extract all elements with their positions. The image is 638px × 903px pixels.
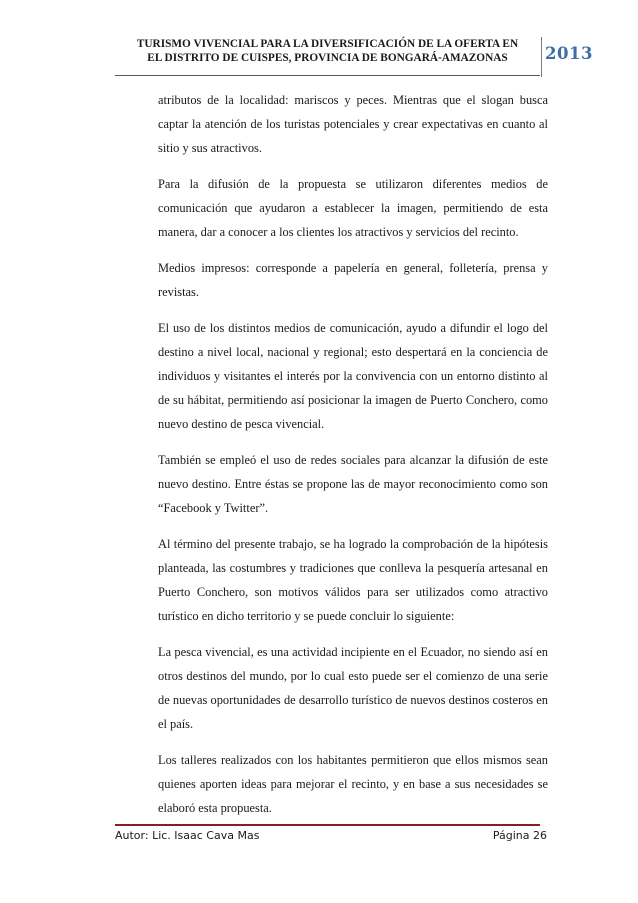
paragraph: atributos de la localidad: mariscos y peces. Mientras que el slogan busca captar la atención de los turistas potenciales y crear expectativas en cuanto al sitio y sus atractivos.: [158, 93, 548, 155]
header-title-line-1: TURISMO VIVENCIAL PARA LA DIVERSIFICACIÓN DE LA OFERTA EN: [136, 38, 519, 50]
body-text: [158, 89, 548, 834]
header-rule: [115, 75, 540, 76]
paragraph: Los talleres realizados con los habitantes permitieron que ellos mismos sean quienes aporten ideas para mejorar el recinto, y en base a sus necesidades se elaboró esta propuesta.: [158, 753, 548, 816]
paragraph: La pesca vivencial, es una actividad incipiente en el Ecuador, no siendo así en otros destinos del mundo, por lo cual esto puede ser el comienzo de una serie de nuevas oportunidades de desarrollo turístico de nuevos destinos costeros en el país.: [158, 645, 548, 732]
header-year: 2013: [545, 44, 593, 63]
paragraph: Para la difusión de la propuesta se utilizaron diferentes medios de comunicación que ayudaron a establecer la imagen, permitiendo de esta manera, dar a conocer a los clientes los atractivos y servicios del recinto.: [158, 177, 548, 239]
running-header: [115, 37, 540, 65]
footer-rule: [115, 824, 540, 826]
footer-page-number: Página 26: [492, 829, 547, 842]
paragraph: También se empleó el uso de redes sociales para alcanzar la difusión de este nuevo destino. Entre éstas se propone las de mayor reconocimiento como son “Facebook y Twitter”.: [158, 453, 548, 516]
paragraph: Medios impresos: corresponde a papelería en general, folletería, prensa y revistas.: [158, 261, 548, 300]
header-title-line-2: EL DISTRITO DE CUISPES, PROVINCIA DE BONGARÁ-AMAZONAS: [147, 52, 508, 64]
header-divider: [541, 37, 542, 77]
paragraph: Al término del presente trabajo, se ha logrado la comprobación de la hipótesis planteada, las costumbres y tradiciones que conlleva la pesquería artesanal en Puerto Conchero, son motivos válidos para ser utilizados como atractivo turístico en dicho territorio y se puede concluir lo siguiente:: [158, 537, 548, 624]
paragraph: El uso de los distintos medios de comunicación, ayudo a difundir el logo del destino a nivel local, nacional y regional; esto despertará en la conciencia de individuos y visitantes el interés por la convivencia con un entorno distinto al de su hábitat, permitiendo así posicionar la imagen de Puerto Conchero, como nuevo destino de pesca vivencial.: [158, 321, 548, 432]
footer-author: Autor: Lic. Isaac Cava Mas: [115, 829, 260, 842]
